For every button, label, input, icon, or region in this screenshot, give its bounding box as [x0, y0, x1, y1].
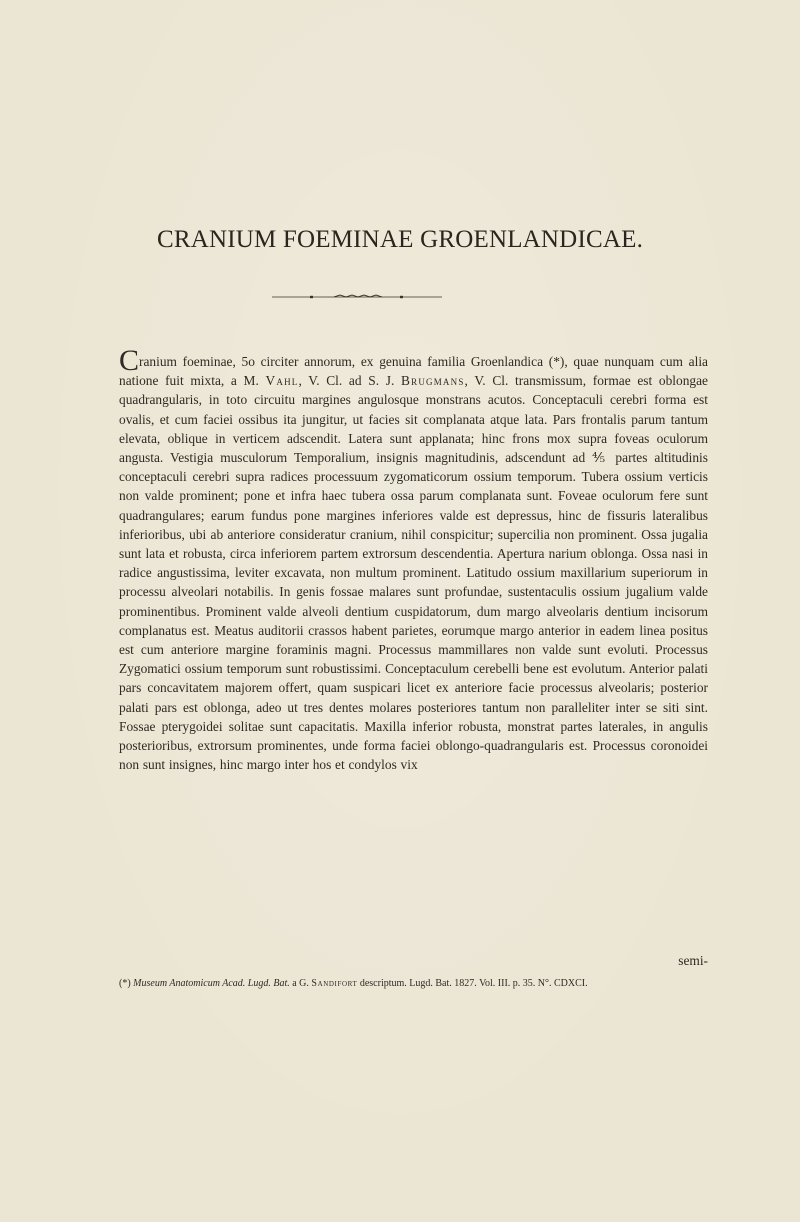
- footnote-author: Sandifort: [311, 978, 358, 989]
- paragraph-text-2: , V. Cl. ad S. J.: [298, 373, 401, 389]
- paragraph-text-1: ranium foeminae, 5o circiter annorum, ex genuina familia Groenlandica (*), quae nunquam cum alia natione fuit mixta, a M.: [119, 354, 708, 389]
- footnote-mark: (*): [119, 978, 134, 989]
- footnote: [119, 977, 708, 990]
- footnote-source: Museum Anatomicum Acad. Lugd. Bat.: [133, 978, 290, 989]
- catchword: semi-: [678, 953, 708, 968]
- footnote-rest: descriptum. Lugd. Bat. 1827. Vol. III. p. 35. N°. CDXCI.: [357, 978, 588, 989]
- ornamental-rule: [272, 294, 442, 300]
- main-paragraph: [119, 344, 708, 774]
- name-brugmans: Brugmans: [401, 373, 465, 389]
- footnote-mid: a G.: [289, 978, 312, 989]
- paragraph-text-3: , V. Cl. transmissum, formae est oblongae quadrangularis, in toto circuitu margines angulosque monstrans acutos. Conceptaculi cerebri forma est ovalis, et cum faciei ossibus ita jungitur, ut facies sit complanata atque lata. Pars frontalis parum tantum elevata, oblique in verticem adscendit. Latera sunt applanata; hinc frons mox supra foveas oculorum angusta. Vestigia musculorum Temporalium, insignis magnitudinis, adscendunt ad ⅘ partes altitudinis conceptaculi cerebri supra radices processuum zygomaticorum ossium temporum. Tubera ossium verticis non valde prominent; pone et infra haec tubera ossa parum complanata sunt. Foveae oculorum fere sunt quadrangulares; earum fundus pone margines inferiores valde est depressus, hinc de fissuris lateralibus inferioribus, ubi ab anteriore consideratur cranium, nihil conspicitur; supercilia non prominent. Ossa jugalia sunt lata et robusta, circa inferiorem partem extrorsum descendentia. Apertura narium oblonga. Ossa nasi in radice angustissima, leviter excavata, non multum prominent. Latitudo ossium maxillarium superiorum in processu alveolari notabilis. In genis fossae malares sunt profundae, sustentaculis ossium jugalium valde prominentibus. Prominent valde alveoli dentium cuspidatorum, dum margo alveolaris dentium incisorum complanatus est. Meatus auditorii crassos habent parietes, eorumque margo anterior in eadem linea positus est cum anteriore margine foraminis magni. Processus mammillares non valde sunt evoluti. Processus Zygomatici ossium temporum sunt robustissimi. Conceptaculum cerebelli bene est evolutum. Anterior palati pars concavitatem majorem offert, quam suspicari licet ex anteriore facie processus alveolaris; posterior palati pars est oblonga, adeo ut tres dentes molares posteriores tantum non paralleliter inter se siti sint. Fossae pterygoidei solitae sunt capacitatis. Maxilla inferior robusta, monstrat partes laterales, in angulis posterioribus, extrorsum prominentes, unde forma faciei oblongo-quadrangularis est. Processus coronoidei non sunt insignes, hinc margo inter hos et condylos vix: [119, 373, 708, 773]
- page-title: CRANIUM FOEMINAE GROENLANDICAE.: [156, 226, 644, 253]
- drop-cap: C: [119, 344, 140, 377]
- name-vahl: Vahl: [265, 373, 299, 389]
